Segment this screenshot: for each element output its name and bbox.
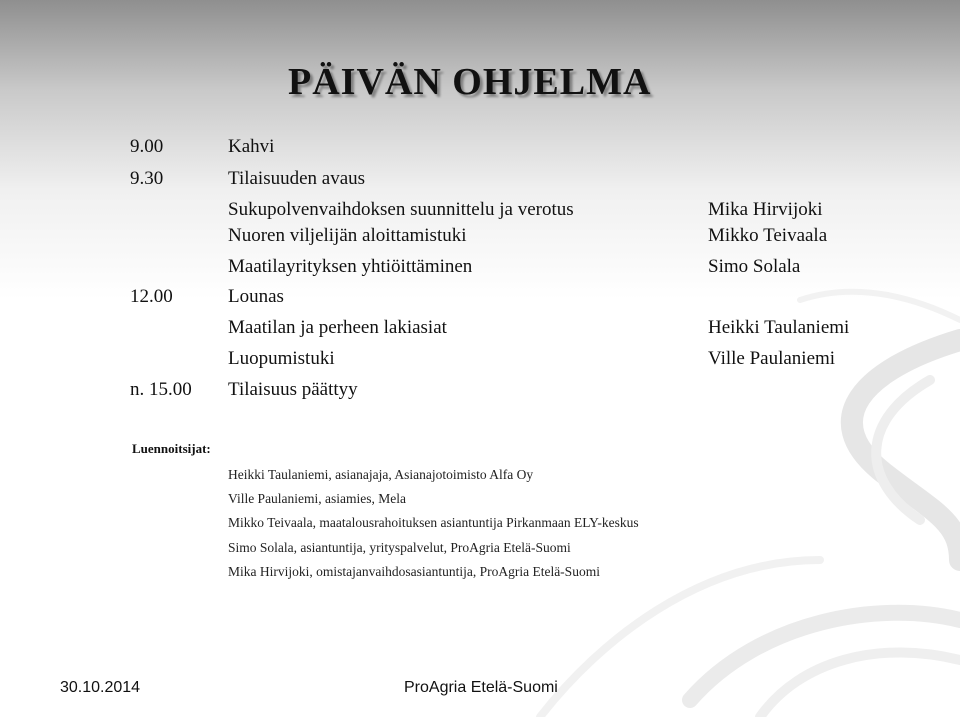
agenda-topic: Maatilayrityksen yhtiöittäminen — [228, 256, 473, 277]
agenda-row — [130, 317, 930, 343]
lecturers-list — [228, 463, 639, 584]
agenda-row — [130, 286, 930, 312]
agenda-topic: Tilaisuuden avaus — [228, 168, 366, 189]
lecturer-item: Mika Hirvijoki, omistajanvaihdosasiantuntija, ProAgria Etelä-Suomi — [228, 563, 600, 579]
agenda-topic: Maatilan ja perheen lakiasiat — [228, 317, 447, 338]
lecturer-item: Heikki Taulaniemi, asianajaja, Asianajotoimisto Alfa Oy — [228, 467, 534, 482]
agenda-time: 9.30 — [130, 168, 164, 189]
agenda-topic: Luopumistuki — [228, 348, 335, 369]
agenda-row — [130, 168, 930, 194]
agenda-topic: Nuoren viljelijän aloittamistuki — [228, 225, 467, 246]
agenda-row — [130, 348, 930, 374]
agenda-row — [130, 256, 930, 282]
agenda-speaker: Ville Paulaniemi — [708, 348, 836, 369]
lecturers-heading: Luennoitsijat: — [132, 441, 211, 456]
agenda-row — [130, 379, 930, 405]
footer-organization: ProAgria Etelä-Suomi — [404, 679, 558, 696]
agenda-topic: Lounas — [228, 286, 284, 307]
lecturer-item: Ville Paulaniemi, asiamies, Mela — [228, 491, 407, 507]
agenda-speaker: Heikki Taulaniemi — [708, 317, 850, 338]
agenda-time: 9.00 — [130, 136, 164, 157]
agenda-time: n. 15.00 — [130, 379, 192, 400]
agenda-speaker: Mika Hirvijoki — [708, 199, 823, 220]
agenda-speaker: Simo Solala — [708, 256, 801, 277]
agenda-topic: Kahvi — [228, 136, 275, 157]
agenda-topic: Sukupolvenvaihdoksen suunnittelu ja verotus — [228, 199, 574, 220]
agenda-row — [130, 225, 930, 251]
footer-date: 30.10.2014 — [60, 679, 141, 696]
agenda-time: 12.00 — [130, 286, 173, 307]
page-title: PÄIVÄN OHJELMA — [288, 61, 652, 103]
agenda-speaker: Mikko Teivaala — [708, 225, 828, 246]
agenda-row — [130, 199, 930, 225]
lecturer-item: Simo Solala, asiantuntija, yrityspalvelut, ProAgria Etelä-Suomi — [228, 539, 571, 555]
lecturer-item: Mikko Teivaala, maatalousrahoituksen asiantuntija Pirkanmaan ELY-keskus — [228, 515, 639, 531]
agenda-topic: Tilaisuus päättyy — [228, 379, 358, 400]
agenda-row — [130, 136, 930, 162]
